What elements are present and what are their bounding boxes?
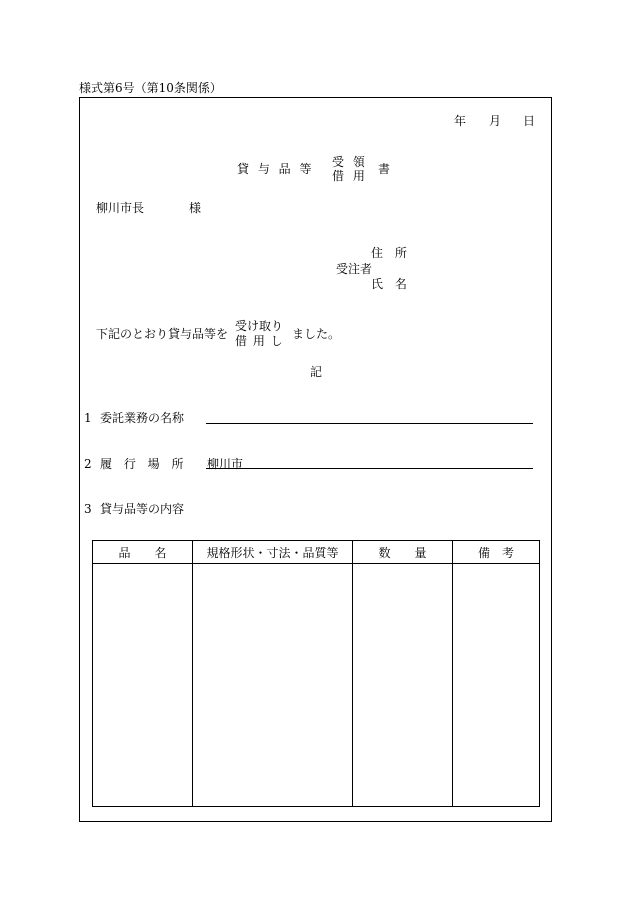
section-2-label: 履 行 場 所	[100, 457, 184, 471]
date-month-label: 月	[489, 114, 502, 128]
cell-remarks	[453, 564, 540, 807]
statement-prefix: 下記のとおり貸与品等を	[96, 327, 229, 341]
form-number: 様式第6号（第10条関係）	[79, 81, 222, 95]
addressee-name: 柳川市長	[96, 201, 145, 215]
header-remarks: 備 考	[453, 541, 540, 564]
title-option-borrow: 借 用	[332, 169, 365, 183]
contractor-address-label: 住 所	[371, 246, 407, 260]
contractor-role-label: 受注者	[336, 262, 373, 276]
date-year-label: 年	[454, 114, 467, 128]
section-2-number: 2	[84, 457, 92, 471]
items-table	[92, 540, 540, 807]
title-option-receipt: 受 領	[332, 155, 365, 169]
table-row	[93, 564, 540, 807]
section-1-number: 1	[84, 411, 92, 425]
cell-quantity	[353, 564, 453, 807]
header-item-name: 品 名	[93, 541, 193, 564]
header-quantity: 数 量	[353, 541, 453, 564]
section-2-value: 柳川市	[207, 457, 244, 471]
title-suffix: 書	[378, 162, 391, 176]
statement-option-receive: 受け取り	[235, 319, 284, 333]
section-2-underline	[206, 468, 533, 469]
addressee-honorific: 様	[189, 201, 202, 215]
cell-spec	[193, 564, 353, 807]
header-spec: 規格形状・寸法・品質等	[193, 541, 353, 564]
statement-suffix: ました。	[292, 327, 341, 341]
section-3-label: 貸与品等の内容	[100, 502, 185, 516]
ki-heading: 記	[310, 365, 323, 379]
section-1-underline	[206, 423, 533, 424]
title-main: 貸 与 品 等	[237, 162, 312, 176]
section-3-number: 3	[84, 502, 92, 516]
table-header-row	[93, 541, 540, 564]
section-1-label: 委託業務の名称	[100, 411, 185, 425]
contractor-name-label: 氏 名	[371, 277, 407, 291]
cell-item-name	[93, 564, 193, 807]
statement-option-borrow: 借 用 し	[235, 334, 283, 348]
date-day-label: 日	[523, 114, 536, 128]
